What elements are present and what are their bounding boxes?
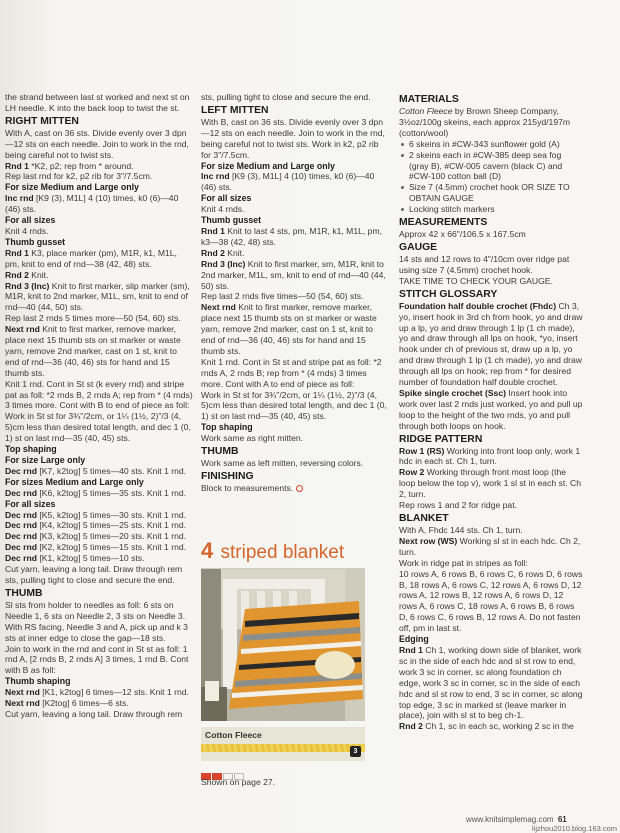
materials-list-item: 6 skeins in #CW-343 sunflower gold (A) xyxy=(399,139,583,150)
row-label: Foundation half double crochet (Fhdc) xyxy=(399,300,557,311)
subheading: For size Large only xyxy=(5,455,86,465)
row-label: Dec rnd xyxy=(5,465,37,476)
instruction-row xyxy=(5,553,193,564)
paragraph-text: Block to measurements. xyxy=(201,483,294,493)
end-mark-icon xyxy=(296,485,303,492)
paragraph: Join to work in the rnd and cont in St st as foll: 1 rnd A, [2 rnds B, 2 rnds A] 3 times, 1 rnd B. Cont with B as foll: xyxy=(5,643,189,676)
row-label: Dec rnd xyxy=(5,553,37,564)
row-label: Spike single crochet (Ssc) xyxy=(399,387,506,398)
subheading: Thumb gusset xyxy=(5,236,66,247)
row-label: Rnd 2 xyxy=(399,721,423,732)
instruction-row xyxy=(201,248,389,259)
blanket-photo xyxy=(201,568,365,721)
instruction-row xyxy=(5,687,193,698)
instruction-row xyxy=(5,542,193,553)
paragraph: Knit 1 rnd. Cont in St st and stripe pat as foll: *2 rnds A, 2 rnds B; rep from * (4 rnds) 3 times more. Cont with A to end of piece as foll: xyxy=(201,356,382,389)
section-heading: GAUGE xyxy=(399,241,438,253)
paragraph: Sl sts from holder to needles as foll: 6 sts on Needle 1, 6 sts on Needle 2, 3 sts on Needle 3. With RS facing, Needle 3 and A, pick up and k 3 sts at inner edge to close the gap—18 sts. xyxy=(5,599,188,643)
subheading: Top shaping xyxy=(5,444,57,455)
row-label: Row 2 xyxy=(399,467,425,478)
subheading: Thumb shaping xyxy=(5,676,71,687)
row-label: Inc rnd xyxy=(201,171,230,182)
subheading: For all sizes xyxy=(5,215,56,226)
paragraph: Rep last 2 rnds five times—50 (54, 60) sts. xyxy=(201,291,364,302)
row-text: *K2, p2; rep from * around. xyxy=(28,160,134,171)
instruction-row xyxy=(5,466,193,477)
instruction-row xyxy=(399,301,583,388)
row-text: [K4, k2tog] 5 times—25 sts. Knit 1 rnd. xyxy=(37,520,187,531)
materials-list-item: 2 skeins each in #CW-385 deep sea fog (gray B), #CW-005 cavern (black C) and #CW-100 cotton ball (D) xyxy=(399,150,583,183)
row-label: Next row (WS) xyxy=(399,535,458,546)
row-text: [K7, k2tog] 5 times—40 sts. Knit 1 rnd. xyxy=(37,465,187,476)
row-text: [K1, k2tog] 6 times—12 sts. Knit 1 rnd. xyxy=(39,687,189,698)
row-text: Insert hook into work over last 2 rnds just worked, yo and pull up loop to the height of the two rnds, yo and pull through both loops on hook. xyxy=(399,387,583,431)
row-label: Dec rnd xyxy=(5,531,37,542)
row-text: Knit. xyxy=(28,269,49,280)
section-heading: RIGHT MITTEN xyxy=(5,115,79,127)
page-number: 61 xyxy=(557,815,567,824)
instruction-row xyxy=(399,446,583,468)
row-label: Dec rnd xyxy=(5,509,37,520)
instruction-row xyxy=(201,259,389,292)
section-heading: LEFT MITTEN xyxy=(201,104,269,116)
row-text: Working through front most loop (the loop below the top v), work 1 sl st in each st. Ch 2, turn. xyxy=(399,467,581,500)
section-heading: MEASUREMENTS xyxy=(399,217,488,229)
skill-level-indicator xyxy=(201,767,365,773)
subheading: For all sizes xyxy=(201,193,252,204)
row-text: Ch 1, sc in each sc, working 2 sc in the xyxy=(422,721,574,732)
yarn-swatch xyxy=(201,727,365,761)
row-text: Knit to first marker, remove marker, place next 15 thumb sts on st marker or waste yarn, remove 2nd marker, cast on 1 st, knit to end of rnd—36 (40, 46) sts for hand and 15 thumb sts. xyxy=(5,324,181,378)
footer-site: www.knitsimplemag.com xyxy=(466,815,554,824)
row-label: Rnd 3 (Inc) xyxy=(201,258,246,269)
paragraph: Work same as left mitten, reversing colors. xyxy=(201,458,364,469)
paragraph: Knit 4 rnds. xyxy=(5,225,49,236)
section-heading: THUMB xyxy=(201,446,239,458)
instruction-row xyxy=(399,645,583,721)
project-title xyxy=(201,540,365,564)
paragraph: Cut yarn, leaving a long tail. Draw through rem sts, pulling tight to close and secure the end. xyxy=(5,564,183,585)
instruction-row xyxy=(201,302,389,357)
project-banner xyxy=(201,540,365,787)
row-text: [K2tog] 6 times—6 sts. xyxy=(39,698,129,709)
instruction-row xyxy=(201,171,389,193)
row-label: Rnd 2 xyxy=(5,269,29,280)
instruction-row xyxy=(5,510,193,521)
paragraph: Approx 42 x 66"/106.5 x 167.5cm xyxy=(399,229,526,240)
row-label: Rnd 2 xyxy=(201,247,225,258)
subheading: Top shaping xyxy=(201,422,253,433)
paragraph: Rep rows 1 and 2 for ridge pat. xyxy=(399,500,517,511)
yarn-name: Cotton Fleece xyxy=(399,106,453,116)
instruction-row xyxy=(5,248,193,270)
instruction-row xyxy=(5,520,193,531)
row-text: [K6, k2tog] 5 times—35 sts. Knit 1 rnd. xyxy=(37,487,187,498)
paragraph: 10 rows A, 6 rows B, 6 rows C, 6 rows D, 6 rows B, 18 rows A, 6 rows C, 12 rows A, 6 rows D, 12 rows A, 12 rows B, 12 rows A, 6 rows D, 12 rows A, 6 rows C, 18 rows A, 6 rows B, 6 rows D, 6 rows C, 6 rows B, 12 rows A. Do not fasten off, pm in last st. xyxy=(399,568,583,634)
instruction-row xyxy=(5,281,193,314)
instruction-row xyxy=(399,536,583,558)
row-label: Dec rnd xyxy=(5,520,37,531)
row-label: Dec rnd xyxy=(5,487,37,498)
row-label: Next rnd xyxy=(201,302,236,313)
paragraph: Work in St st for 3¾"/2cm, or 1¼ (1½, 2)"/3 (4, 5)cm less than desired total length, and dec 1 (0, 1) st on last rnd—35 (40, 45) sts. xyxy=(201,389,387,422)
row-label: Next rnd xyxy=(5,698,40,709)
materials-list-item: Locking stitch markers xyxy=(399,204,583,215)
row-text: Knit to first marker, sm, M1R, knit to 2nd marker, M1L, sm, knit to end of rnd—40 (44, 50) sts. xyxy=(201,258,386,291)
row-text: Working into front loop only, work 1 hdc in each st. Ch 1, turn. xyxy=(399,445,581,467)
skill-badge: 3 xyxy=(350,746,361,757)
paragraph: TAKE TIME TO CHECK YOUR GAUGE. xyxy=(399,275,553,286)
column-right xyxy=(399,92,583,732)
page-footer xyxy=(466,815,567,824)
row-label: Row 1 (RS) xyxy=(399,445,445,456)
paragraph: With A, Fhdc 144 sts. Ch 1, turn. xyxy=(399,525,523,535)
project-name: striped blanket xyxy=(220,542,345,563)
instruction-row xyxy=(5,698,193,709)
paragraph: the strand between last st worked and next st on LH needle. K into the back loop to twist the st. xyxy=(5,92,190,113)
section-heading: THUMB xyxy=(5,587,43,599)
instruction-row xyxy=(5,270,193,281)
row-label: Next rnd xyxy=(5,687,40,698)
row-label: Rnd 3 (Inc) xyxy=(5,280,50,291)
row-text: Working sl st in each hdc. Ch 2, turn. xyxy=(399,535,581,557)
paragraph: Rep last 2 rnds 5 times more—50 (54, 60) sts. xyxy=(5,313,181,324)
paragraph: With B, cast on 36 sts. Divide evenly over 3 dpn—12 sts on each needle. Join to work in the rnd, being careful not to twist sts. Work in k2, p2 rib for 3"/7.5cm. xyxy=(201,116,385,160)
row-text: Knit to first marker, slip marker (sm), M1R, knit to 2nd marker, M1L, sm, knit to end of rnd—40 (44, 50) sts. xyxy=(5,280,190,313)
row-text: [K9 (3), M1L] 4 (10) times, k0 (6)—40 (46) sts. xyxy=(201,171,375,193)
row-label: Rnd 1 xyxy=(5,160,29,171)
row-label: Inc rnd xyxy=(5,193,34,204)
row-label: Next rnd xyxy=(5,324,40,335)
row-text: Ch 3, yo, insert hook in 3rd ch from hook, yo and draw up a lp, yo and draw through 1 lp (1 ch made), yo and draw through all lps on hook, *yo, insert hook under ch of previous st, draw up a lp, yo and draw through 1 lp (1 ch made), yo and draw through all lps on hook; rep from * for desired number of foundation half double crochet. xyxy=(399,300,583,388)
paragraph: Work same as right mitten. xyxy=(201,433,304,444)
final-paragraph xyxy=(201,483,389,494)
paragraph: With A, cast on 36 sts. Divide evenly over 3 dpn—12 sts on each needle. Join to work in the rnd, being careful not to twist sts. xyxy=(5,127,189,160)
paragraph: sts, pulling tight to close and secure the end. xyxy=(201,92,371,102)
yarn-strand xyxy=(201,744,365,752)
paragraph: 14 sts and 12 rows to 4"/10cm over ridge pat using size 7 (4.5mm) crochet hook. xyxy=(399,253,570,275)
row-label: Rnd 1 xyxy=(399,644,423,655)
row-text: Ch 1, working down side of blanket, work sc in the side of each hdc and sl st row to end, work 3 sc in corner, sc along foundation ch edge, work 3 sc in corner, sc in the side of each hdc and sl st row to end, 3 sc in corner, sc along top edge, 3 sc in marked st (leave marker in place), join with sl st to beg ch-1. xyxy=(399,644,583,721)
instruction-row xyxy=(399,388,583,432)
column-middle xyxy=(201,92,389,494)
column-left xyxy=(5,92,193,720)
row-text: [K9 (3), M1L] 4 (10) times, k0 (6)—40 (46) sts. xyxy=(5,193,179,215)
paragraph: Knit 4 rnds. xyxy=(201,204,245,215)
row-label: Dec rnd xyxy=(5,542,37,553)
row-text: Knit to last 4 sts, pm, M1R, k1, M1L, pm, k3—38 (42, 48) sts. xyxy=(201,225,383,247)
section-heading: MATERIALS xyxy=(399,94,459,105)
instruction-row xyxy=(5,161,193,172)
row-label: Rnd 1 xyxy=(201,225,225,236)
row-text: [K5, k2tog] 5 times—30 sts. Knit 1 rnd. xyxy=(37,509,187,520)
subheading: Thumb gusset xyxy=(201,215,262,226)
section-heading: FINISHING xyxy=(201,471,254,482)
shown-on-page: Shown on page 27. xyxy=(201,777,276,787)
subheading: For all sizes xyxy=(5,498,56,509)
subheading: For size Medium and Large only xyxy=(5,182,139,193)
row-text: Knit. xyxy=(224,247,245,258)
watermark: lijzhou2010.blog.163.com xyxy=(532,824,618,833)
instruction-row xyxy=(5,193,193,215)
instruction-row xyxy=(5,324,193,379)
paragraph: Knit 1 rnd. Cont in St st (k every rnd) and stripe pat as foll: *2 rnds B, 2 rnds A; rep from * (4 rnds) 3 times more. Cont with B to end of piece as foll: xyxy=(5,378,193,411)
yarn-label: Cotton Fleece xyxy=(205,730,262,740)
materials-list-item: Size 7 (4.5mm) crochet hook OR SIZE TO OBTAIN GAUGE xyxy=(399,182,583,204)
instruction-row xyxy=(399,721,583,732)
subheading: For size Medium and Large only xyxy=(201,160,335,171)
materials-yarn xyxy=(399,106,583,139)
row-text: [K2, k2tog] 5 times—15 sts. Knit 1 rnd. xyxy=(37,542,187,553)
section-heading: BLANKET xyxy=(399,513,449,524)
row-text: [K1, k2tog] 5 times—10 sts. xyxy=(37,553,145,564)
row-text: [K3, k2tog] 5 times—20 sts. Knit 1 rnd. xyxy=(37,531,187,542)
paragraph: Rep last rnd for k2, p2 rib for 3"/7.5cm. xyxy=(5,171,153,182)
row-text: K3, place marker (pm), M1R, k1, M1L, pm, knit to end of rnd—38 (42, 48) sts. xyxy=(5,247,177,269)
subheading: Edging xyxy=(399,634,429,645)
blanket-chair-image xyxy=(201,569,365,721)
project-number: 4 xyxy=(201,538,214,563)
row-text: Knit to first marker, remove marker, place next 15 thumb sts on st marker or waste yarn, remove 2nd marker, cast on 1 st, knit to end of rnd—36 (40, 46) sts for hand and 15 thumb sts. xyxy=(201,302,377,356)
instruction-row xyxy=(399,467,583,500)
paragraph: Work in ridge pat in stripes as foll: xyxy=(399,557,528,568)
instruction-row xyxy=(5,488,193,499)
section-heading: STITCH GLOSSARY xyxy=(399,288,498,300)
instruction-row xyxy=(5,531,193,542)
section-heading: RIDGE PATTERN xyxy=(399,433,483,445)
instruction-row xyxy=(201,226,389,248)
row-label: Rnd 1 xyxy=(5,247,29,258)
subheading: For sizes Medium and Large only xyxy=(5,476,144,487)
paragraph: Cut yarn, leaving a long tail. Draw through rem xyxy=(5,708,183,719)
yarn-details: by Brown Sheep Company, 3½oz/100g skeins, each approx 215yd/197m (cotton/wool) xyxy=(399,106,571,138)
paragraph: Work in St st for 3¾"/2cm, or 1¼ (1½, 2)"/3 (4, 5)cm less than desired total length, and dec 1 (0, 1) st on last rnd—35 (40, 45) sts. xyxy=(5,411,191,444)
